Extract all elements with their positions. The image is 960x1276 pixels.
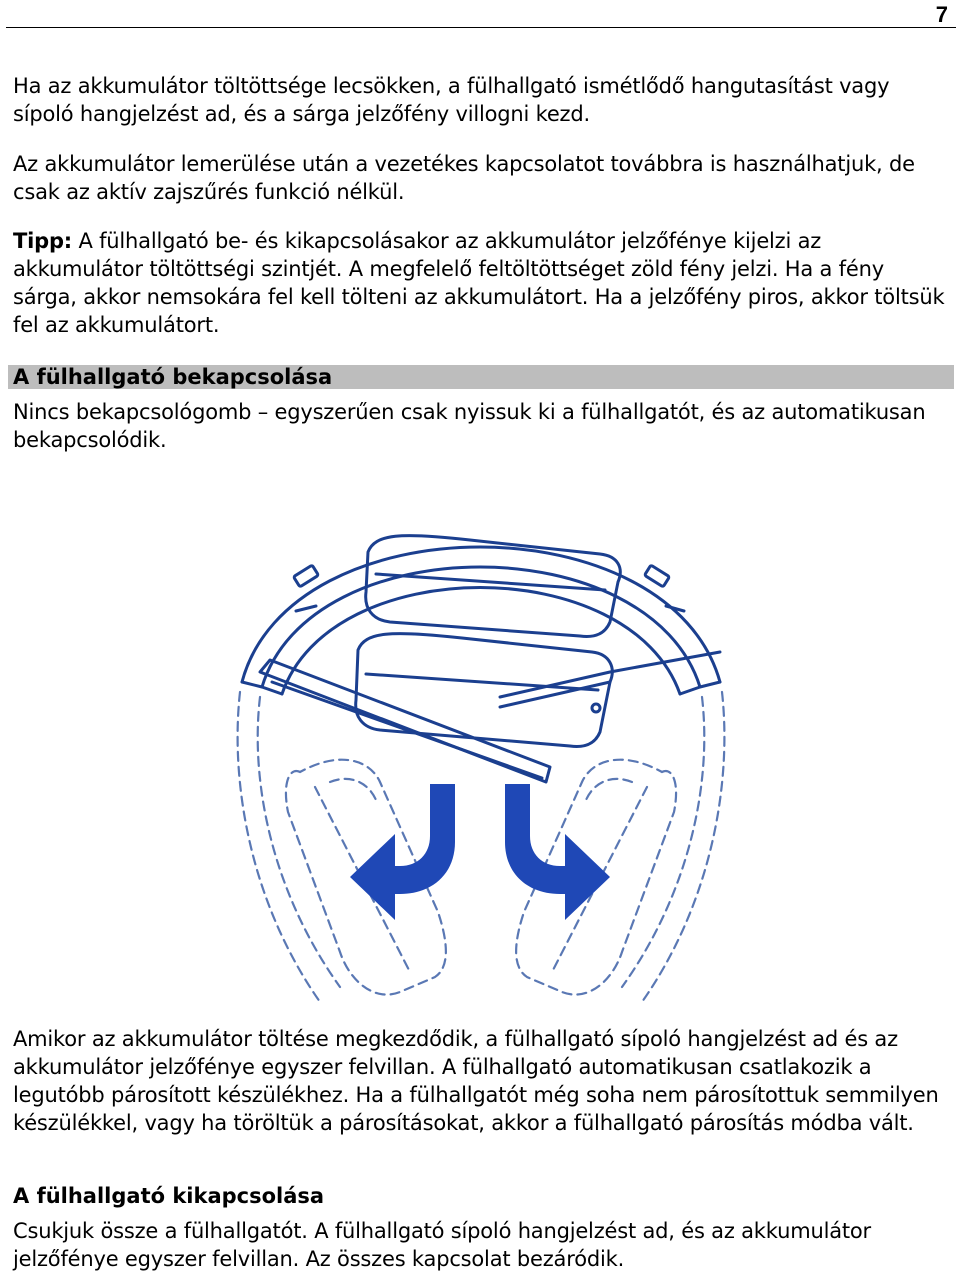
headphones-unfold-illustration — [200, 482, 760, 1022]
paragraph-power-on-details: Amikor az akkumulátor töltése megkezdődik, a fülhallgató sípoló hangjelzést ad és az akkumulátor jelzőfénye egyszer felvillan. A fülhallgató automatikusan csatlakozik a legutóbb párosított készülékhez. Ha a fülhallgatót még soha nem párosítottuk semmilyen készülékkel, vagy ha töröltük a párosításokat, akkor a fülhallgató párosítás módba vált. — [13, 1027, 939, 1135]
folded-earcup-top — [366, 536, 621, 637]
folded-arm — [260, 660, 550, 782]
section-title-power-on: A fülhallgató bekapcsolása — [13, 365, 333, 389]
tip-text: A fülhallgató be- és kikapcsolásakor az akkumulátor jelzőfénye kijelzi az akkumulátor töltöttségi szintjét. A megfelelő feltöltöttséget zöld fény jelzi. Ha a fény sárga, akkor nemsokára fel kell tölteni az akkumulátort. Ha a jelzőfény piros, akkor töltsük fel az akkumulátort. — [13, 229, 945, 337]
hinge-left — [296, 606, 316, 611]
dashed-band-right — [642, 692, 724, 1002]
paragraph-tip — [13, 227, 953, 339]
paragraph-wired-use: Az akkumulátor lemerülése után a vezetékes kapcsolatot továbbra is használhatjuk, de csak az aktív zajszűrés funkció nélkül. — [13, 152, 915, 204]
paragraph-low-battery: Ha az akkumulátor töltöttsége lecsökken, a fülhallgató ismétlődő hangutasítást vagy sípoló hangjelzést ad, és a sárga jelzőfény villogni kezd. — [13, 74, 890, 126]
dashed-band-left — [238, 692, 320, 1002]
header-rule — [6, 27, 956, 28]
page-number: 7 — [935, 2, 948, 27]
section-title-power-off: A fülhallgató kikapcsolása — [13, 1184, 325, 1208]
paragraph-power-off: Csukjuk össze a fülhallgatót. A fülhallgató sípoló hangjelzést ad, és az akkumulátor jelzőfénye egyszer felvillan. Az összes kapcsolat bezáródik. — [13, 1219, 871, 1271]
curved-arrow-right-icon — [505, 784, 610, 920]
slider-right — [644, 565, 669, 587]
paragraph-power-on: Nincs bekapcsológomb – egyszerűen csak nyissuk ki a fülhallgatót, és az automatikusan bekapcsolódik. — [13, 400, 926, 452]
tip-label: Tipp: — [13, 229, 72, 253]
curved-arrow-left-icon — [350, 784, 455, 920]
slider-left — [293, 565, 318, 587]
